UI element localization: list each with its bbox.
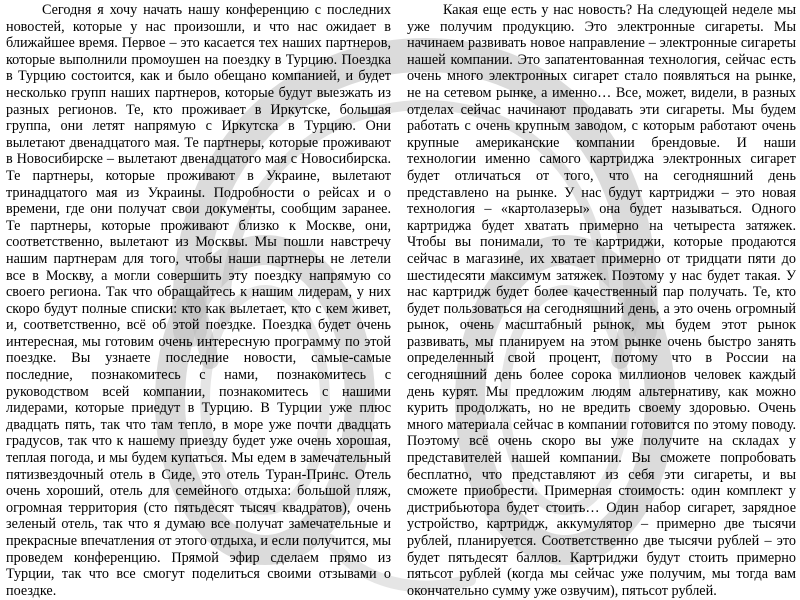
right-column <box>407 2 796 599</box>
left-column <box>6 2 391 599</box>
left-paragraph: Сегодня я хочу начать нашу конференцию с последних новостей, которые у нас произошли, и что нас ожидает в ближайшее время. Первое – это касается тех наших партнеров, которые выполнили промоушен на поездку в Турцию. Поездка в Турцию состоится, как и было обещано компанией, и будет несколько групп наших партнеров, которые будут выезжать из разных регионов. Те, кто проживает в Иркутске, большая группа, они летят напрямую с Иркутска в Турцию. Они вылетают двенадцатого мая. Те партнеры, которые проживают в Новосибирске – вылетают двенадцатого мая с Новосибирска. Те партнеры, которые проживают в Украине, вылетают тринадцатого мая из Украины. Подробности о рейсах и о времени, где они получат свои документы, сообщим заранее. Те партнеры, которые проживают близко к Москве, они, соответственно, вылетают из Москвы. Мы пошли навстречу нашим партнерам для того, чтобы наши партнеры не летели все в Москву, а могли совершить эту поездку напрямую со своего региона. Так что обращайтесь к нашим лидерам, у них скоро будут полные списки: кто как вылетает, кто с кем живет, и, соответственно, всё об этой поездке. Поездка будет очень интересная, мы готовим очень интересную программу по этой поездке. Вы узнаете последние новости, самые-самые последние, познакомитесь с нами, познакомитесь с руководством всей компании, познакомитесь с нашими лидерами, которые приедут в Турцию. В Турции уже плюс двадцать пять, так что там тепло, в море уже почти двадцать градусов, так что к нашему приезду будет уже очень хорошая, теплая погода, и мы будем купаться. Мы едем в замечательный пятизвездочный отель в Сиде, это отель Туран-Принс. Отель очень хороший, отель для семейного отдыха: большой пляж, огромная территория (сто пятьдесят тысяч квадратов), очень зеленый отель, так что я думаю все получат замечательные и прекрасные впечатления от этого отдыха, и если получится, мы проведем конференцию. Прямой эфир сделаем прямо из Турции, так что все смогут поделиться своими отзывами о поездке. <box>6 2 391 599</box>
right-paragraph: Какая еще есть у нас новость? На следующей неделе мы уже получим продукцию. Это электронные сигареты. Мы начинаем развивать новое направление – электронные сигареты нашей компании. Это запатентованная технология, сейчас есть очень много электронных сигарет стало появляться на рынке, не на сетевом рынке, а именно… Все, может, видели, в разных отделах сейчас начинают продавать эти сигареты. Мы будем работать с очень крупным заводом, с которым работают очень крупные американские компании брендовые. И наши технологии именно самого картриджа электронных сигарет будет отличаться от того, что на сегодняшний день представлено на рынке. У нас будут картриджи – это новая технология – «картолазеры» она будет называться. Одного картриджа будет хватать примерно на четыреста затяжек. Чтобы вы понимали, то те картриджи, которые продаются сейчас в магазине, их хватает примерно от тридцати пяти до шестидесяти максимум затяжек. Поэтому у нас будет такая. У нас картридж будет более качественный пар получать. Те, кто будет пользоваться на сегодняшний день, а это очень огромный рынок, очень масштабный рынок, мы будем этот рынок развивать, мы планируем на этом рынке очень быстро занять определенный свой процент, потому что в России на сегодняшний день более сорока миллионов человек каждый день курят. Мы предложим людям альтернативу, как можно курить продолжать, но не вредить своему здоровью. Очень много материала сейчас в компании готовится по этому поводу. Поэтому всё очень скоро вы уже получите на складах у представителей нашей компании. Вы сможете попробовать бесплатно, что представляют из себя эти сигареты, и вы сможете приобрести. Примерная стоимость: один комплект у дистрибьютора будет стоить… Один набор сигарет, зарядное устройство, картридж, аккумулятор – примерно две тысячи рублей, планируется. Соответственно две тысячи рублей – это будет пятьдесят баллов. Картриджи будут стоить примерно пятьсот рублей (когда мы сейчас уже получим, мы тогда вам окончательно сумму уже озвучим), пятьсот рублей. <box>407 2 796 599</box>
